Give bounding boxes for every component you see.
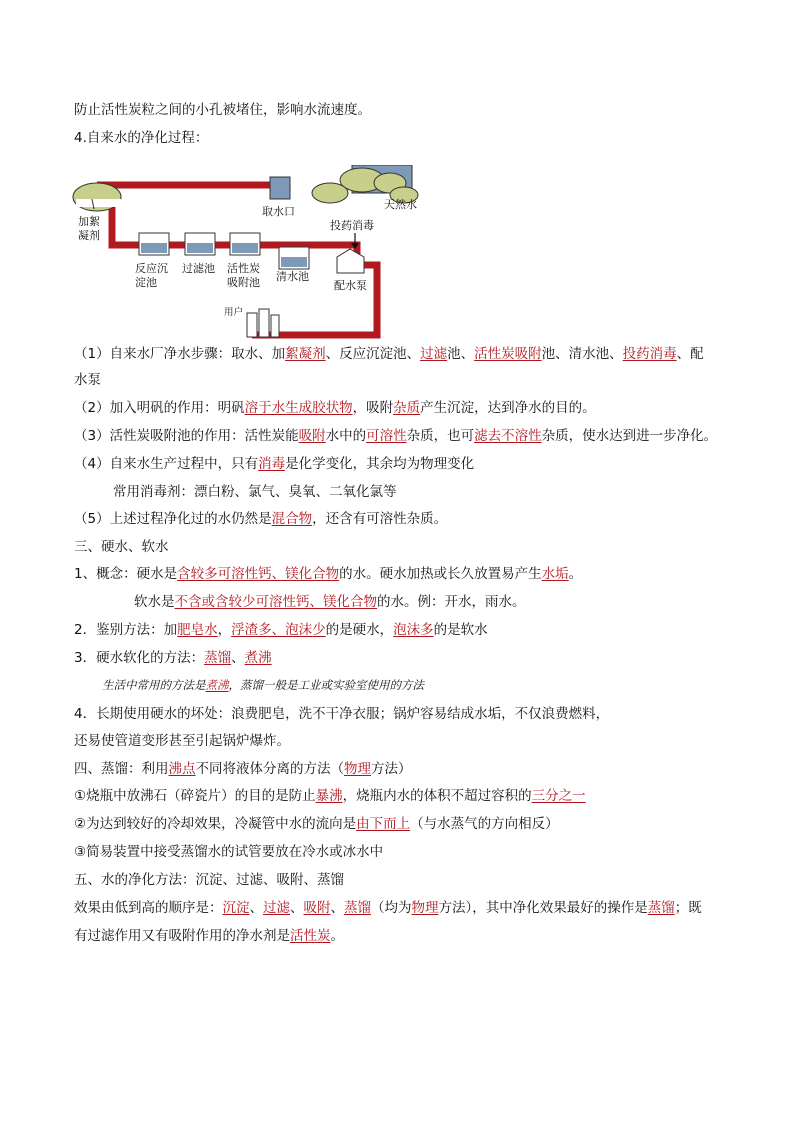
item-4-disinfectants: 常用消毒剂：漂白粉、氯气、臭氧、二氧化氯等 [113,484,397,500]
label-carbon-tank: 活性炭 [227,262,260,275]
item-3: （3）活性炭吸附池的作用：活性炭能吸附水中的可溶性杂质，也可滤去不溶性杂质，使水达到进一步净化。 [74,428,718,444]
label-filter-tank: 过滤池 [182,262,215,275]
section-4-title: 四、蒸馏：利用沸点不同将液体分离的方法（物理方法） [74,761,412,777]
intro-line: 防止活性炭粒之间的小孔被堵住，影响水流速度。 [74,102,371,118]
item-1: （1）自来水厂净水步骤：取水、加絮凝剂、反应沉淀池、过滤池、活性炭吸附池、清水池、投药消毒、配 [74,346,704,362]
identification-method: 2．鉴别方法：加肥皂水，浮渣多、泡沫少的是硬水，泡沫多的是软水 [74,622,488,638]
label-clear-tank: 清水池 [276,270,309,283]
section-3-title: 三、硬水、软水 [74,539,169,555]
label-natural-water: 天然水 [384,198,417,211]
purification-order: 效果由低到高的顺序是：沉淀、过滤、吸附、蒸馏（均为物理方法），其中净化效果最好的操作是蒸馏；既 [74,900,702,916]
label-carbon-tank: 吸附池 [227,276,260,289]
label-pump: 配水泵 [334,279,367,292]
distill-point-1: ①烧瓶中放沸石（碎瓷片）的目的是防止暴沸，烧瓶内水的体积不超过容积的三分之一 [74,788,586,804]
hard-water-harm: 4．长期使用硬水的坏处：浪费肥皂，洗不干净衣服；锅炉容易结成水垢，不仅浪费燃料， [74,706,610,722]
item-1-cont: 水泵 [74,372,101,388]
user-buildings-icon [247,309,279,337]
softening-note: 生活中常用的方法是煮沸，蒸馏一般是工业或实验室使用的方法 [102,678,424,692]
hard-water-harm-cont: 还易使管道变形甚至引起锅炉爆炸。 [74,733,290,749]
label-disinfect: 投药消毒 [330,219,374,232]
softening-method: 3．硬水软化的方法：蒸馏、煮沸 [74,650,272,666]
item-2: （2）加入明矾的作用：明矾溶于水生成胶状物，吸附杂质产生沉淀，达到净水的目的。 [74,400,596,416]
label-coagulant: 加絮 [78,215,100,228]
section-5-title: 五、水的净化方法：沉淀、过滤、吸附、蒸馏 [74,872,344,888]
item-5: （5）上述过程净化过的水仍然是混合物，还含有可溶性杂质。 [74,511,448,527]
distill-point-3: ③简易装置中接受蒸馏水的试管要放在冷水或冰水中 [74,844,384,860]
tree-icon [73,183,121,211]
label-reaction-tank: 淀池 [135,276,157,289]
label-user: 用户 [224,307,244,318]
label-intake: 取水口 [262,205,295,218]
concept-hard-water: 1、概念：硬水是含较多可溶性钙、镁化合物的水。硬水加热或长久放置易产生水垢。 [74,566,583,582]
intake-icon [270,177,290,199]
label-coagulant: 凝剂 [78,229,100,242]
heading-water-purification: 4.自来水的净化过程： [74,130,209,146]
label-reaction-tank: 反应沉 [135,262,168,275]
concept-soft-water: 软水是不含或含较少可溶性钙、镁化合物的水。例：开水，雨水。 [134,594,526,610]
distill-point-2: ②为达到较好的冷却效果，冷凝管中水的流向是由下而上（与水蒸气的方向相反） [74,816,559,832]
purification-diagram [72,165,432,340]
purification-order-cont: 有过滤作用又有吸附作用的净水剂是活性炭。 [74,928,344,944]
item-4: （4）自来水生产过程中，只有消毒是化学变化，其余均为物理变化 [74,456,475,472]
